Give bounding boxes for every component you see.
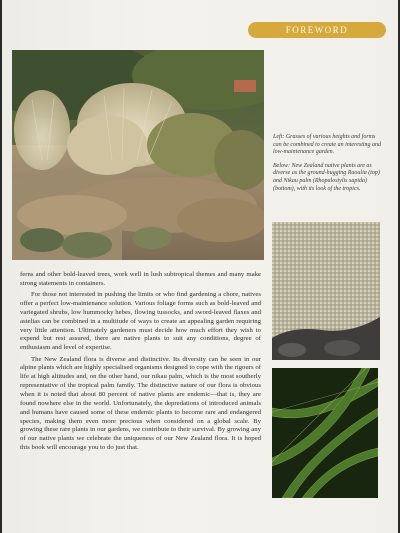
caption-left: Left: Grasses of various heights and forms can be combined to create an interesting and low-maintenance garden. bbox=[273, 134, 382, 156]
body-paragraph: For those not interested in pushing the limits or who find gardening a chore, natives offer a perfect low-maintenance solution. Various foliage forms such as bold-leaved and variegated shrubs, low hummocky hebes, flowing tussocks, and sword-leaved flaxes and astelias can be combined in a multitude of ways to create an appealing garden requiring very little attention. Ultimately gardeners must decide how much effort they wish to expend but rest assured, there are native plants to suit any conditions, degree of enthusiasm and level of expertise. bbox=[20, 291, 261, 352]
section-banner: FOREWORD bbox=[248, 22, 386, 38]
body-paragraph: The New Zealand flora is diverse and distinctive. Its diversity can be seen in our alpine plants which are highly specialised organisms designed to cope with the rigours of life at high altitudes and, on the other hand, our nikau palm, which is the most southerly representative of the tropical palm family. The distinctive nature of our flora is obvious when it is noted that about 80 percent of native plants are endemic—that is, they are found nowhere else in the world. Unfortunately, the depredations of introduced animals and humans have caused some of these endemic plants to become rare and endangered species, making them even more precious when considered on a global scale. By growing these rare plants in our gardens, we contribute to their survival. By growing any of our native plants we celebrate the uniqueness of our New Zealand flora. It is hoped this book will encourage you to do just that. bbox=[20, 355, 261, 452]
nikau-palm-photo bbox=[272, 368, 378, 498]
grasses-garden-photo bbox=[12, 50, 264, 260]
caption-below: Below: New Zealand native plants are as diverse as the ground-hugging Raoulia (top) and Nikau palm (Rhopalostylis sapida) (bottom), with its look of the tropics. bbox=[273, 162, 380, 192]
body-paragraph: ferns and other bold-leaved trees, work well in lush subtropical themes and many make strong statements in containers. bbox=[20, 271, 261, 287]
body-text bbox=[20, 271, 261, 453]
book-page bbox=[2, 0, 398, 533]
photo-captions bbox=[273, 134, 385, 199]
raoulia-photo bbox=[272, 222, 380, 360]
